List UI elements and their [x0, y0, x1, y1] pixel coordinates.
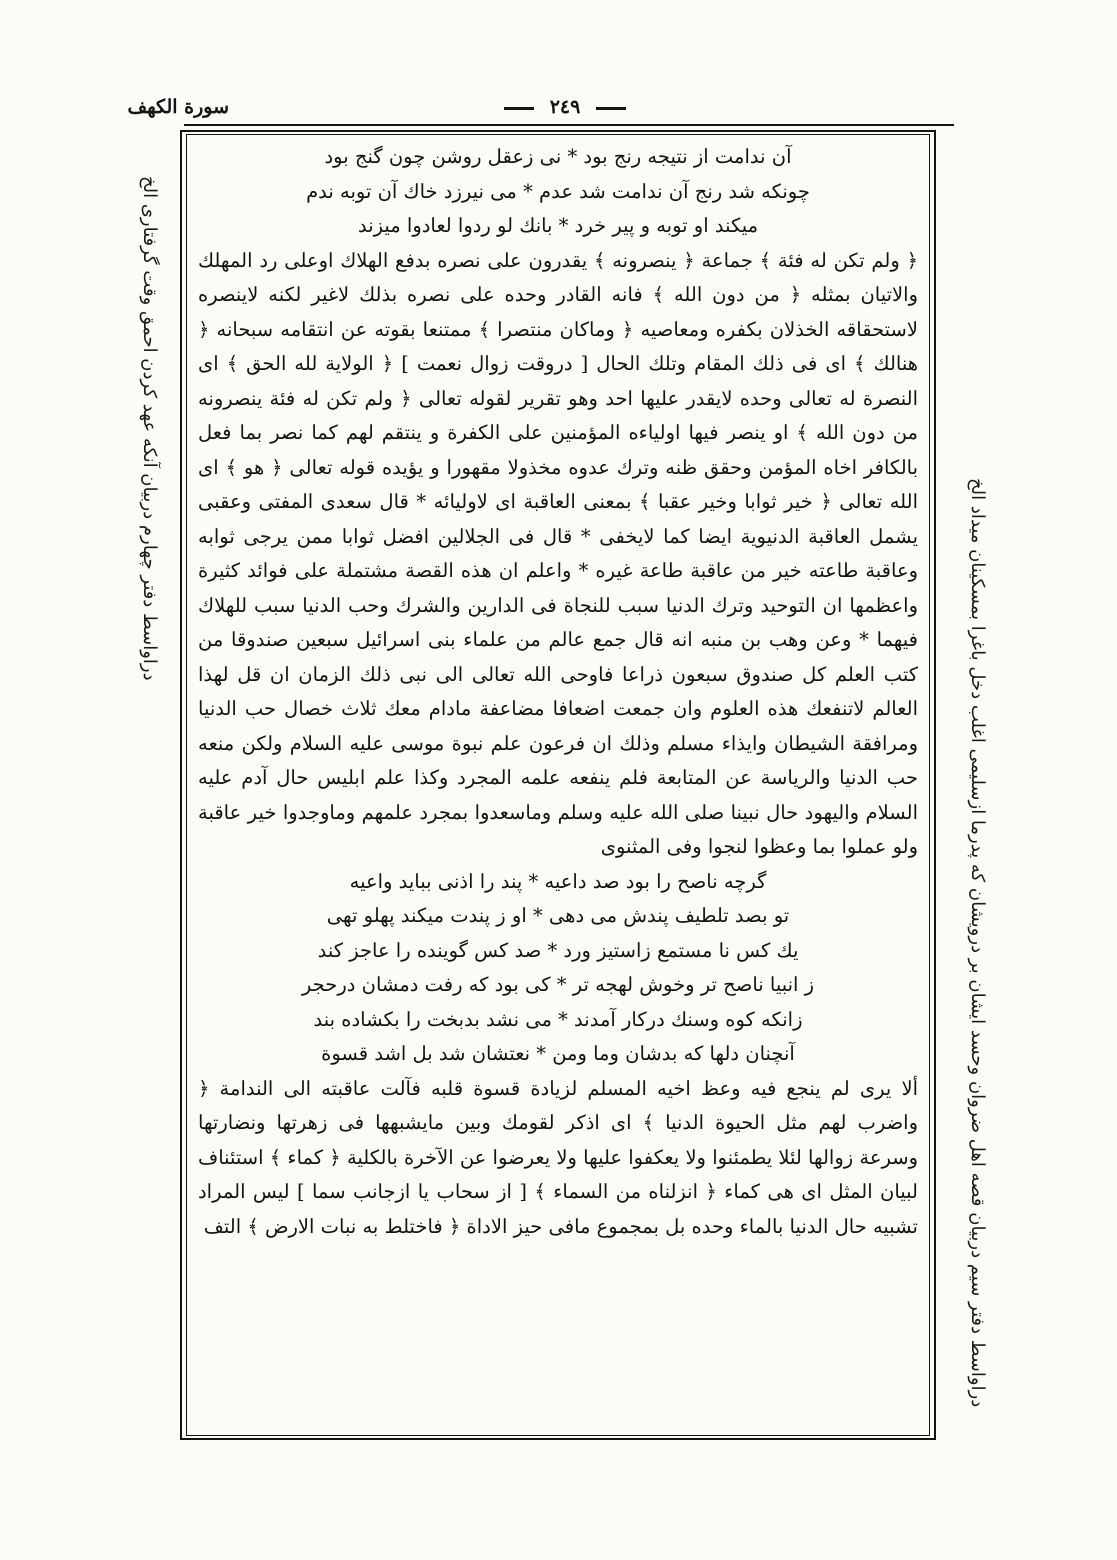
page-number: ٢٤٩ [510, 96, 620, 118]
margin-note-right: دراواسط دفتر سيم دربيان قصه اهل ضروان وحسد ايشان بر درويشان كه پدرما ازسليمى اغلب دخل باغرا بمسكينان ميداد الخ [967, 478, 988, 1408]
verse-line: تو بصد تلطيف پندش مى دهى * او ز پندت ميكند پهلو تهى [326, 904, 790, 927]
main-text [198, 140, 918, 1430]
verse-line: گرچه ناصح را بود صد داعيه * پند را اذنى ببايد واعيه [349, 869, 767, 893]
prose-paragraph: ﴿ ولم تكن له فئة ﴾ جماعة ﴿ ينصرونه ﴾ يقدرون على نصره بدفع الهلاك اوعلى رد المهلك والاتيان بمثله ﴿ من دون الله ﴾ فانه القادر وحده على نصره بذلك لاغير لكنه لاينصره لاستحقاقه الخذلان بكفره ومعاصيه ﴿ وماكان منتصرا ﴾ ممتنعا بقوته عن انتقامه سبحانه ﴿ هنالك ﴾ اى فى ذلك المقام وتلك الحال [ دروقت زوال نعمت ] ﴿ الولاية لله الحق ﴾ اى النصرة له تعالى وحده لايقدر عليها احد وهو تقرير لقوله تعالى ﴿ ولم تكن له فئة ينصرونه من دون الله ﴾ او ينصر فيها اولياءه المؤمنين على الكفرة و ينتقم لهم كما نصر بما فعل بالكافر اخاه المؤمن وحقق ظنه وترك عدوه مخذولا مقهورا و يؤيده قوله تعالى ﴿ هو ﴾ اى الله تعالى ﴿ خير ثوابا وخير عقبا ﴾ بمعنى العاقبة اى لاوليائه * قال سعدى المفتى وعقبى يشمل العاقبة الدنيوية ايضا كما لايخفى * قال فى الجلالين افضل ثوابا ممن يرجى ثوابه وعاقبة طاعته خير من عاقبة طاعة غيره * واعلم ان هذه القصة مشتملة على فوائد كثيرة واعظمها ان التوحيد وترك الدنيا سبب للنجاة فى الدارين والشرك وحب الدنيا سبب للهلاك فيهما * وعن وهب بن منبه انه قال جمع عالم من علماء بنى اسرائيل سبعين صندوقا من كتب العلم كل صندوق سبعون ذراعا فاوحى الله تعالى الى نبى ذلك الزمان ان قل لهذا العالم لاتنفعك هذه العلوم وان جمعت اضعافا مضاعفة مادام معك ثلاث خصال حب الدنيا ومرافقة الشيطان وايذاء مسلم وذلك ان فرعون علم نبوة موسى عليه السلام ولكن منعه حب الدنيا والرياسة عن المتابعة فلم ينفعه علمه المجرد وكذا علم ابليس حال آدم عليه السلام واليهود حال نبينا صلى الله عليه وسلم وماسعدوا بمجرد علمهم وماوجدوا خير عاقبة ولو عملوا بما وعظوا لنجوا وفى المثنوى [198, 248, 918, 858]
verse-line: ميكند او توبه و پير خرد * بانك لو ردوا لعادوا ميزند [357, 214, 759, 237]
verse-line: زانكه كوه وسنك دركار آمدند * مى نشد بدبخت را بكشاده بند [313, 1007, 803, 1031]
verse-line: آنچنان دلها كه بدشان وما ومن * نعتشان شد بل اشد قسوة [321, 1042, 795, 1065]
margin-note-left: دراواسط دفتر چهارم دربيان آنكه عهد كردن احمق وقت گرفتارى الخ [139, 176, 160, 681]
verse-line: آن ندامت از نتيجه رنج بود * نى زعقل روشن چون گنج بود [324, 145, 792, 168]
prose-paragraph: ألا يرى لم ينجع فيه وعظ اخيه المسلم لزيادة قسوة قلبه فآلت عاقبته الى الندامة ﴿ واضرب لهم مثل الحيوة الدنيا ﴾ اى اذكر لقومك وبين مايشبهها فى زهرتها ونضارتها وسرعة زوالها لئلا يطمئنوا ولا يعكفوا عليها ولا يعرضوا عن الآخرة بالكلية ﴿ كماء ﴾ استئناف لبيان المثل اى هى كماء ﴿ انزلناه من السماء ﴾ [ از سحاب يا ازجانب سما ] ليس المراد تشبيه حال الدنيا بالماء وحده بل بمجموع مافى حيز الاداة ﴿ فاختلط به نبات الارض ﴾ التف [198, 1076, 918, 1238]
running-header-surah: سورة الكهف [127, 96, 229, 118]
verse-line: يك كس نا مستمع زاستيز ورد * صد كس گوينده را عاجز كند [317, 938, 799, 962]
verse-line: ز انبيا ناصح تر وخوش لهجه تر * كى بود كه رفت دمشان درحجر [301, 973, 815, 996]
header-rule [184, 124, 954, 126]
verse-line: چونكه شد رنج آن ندامت شد عدم * مى نيرزد خاك آن توبه ندم [306, 179, 810, 203]
